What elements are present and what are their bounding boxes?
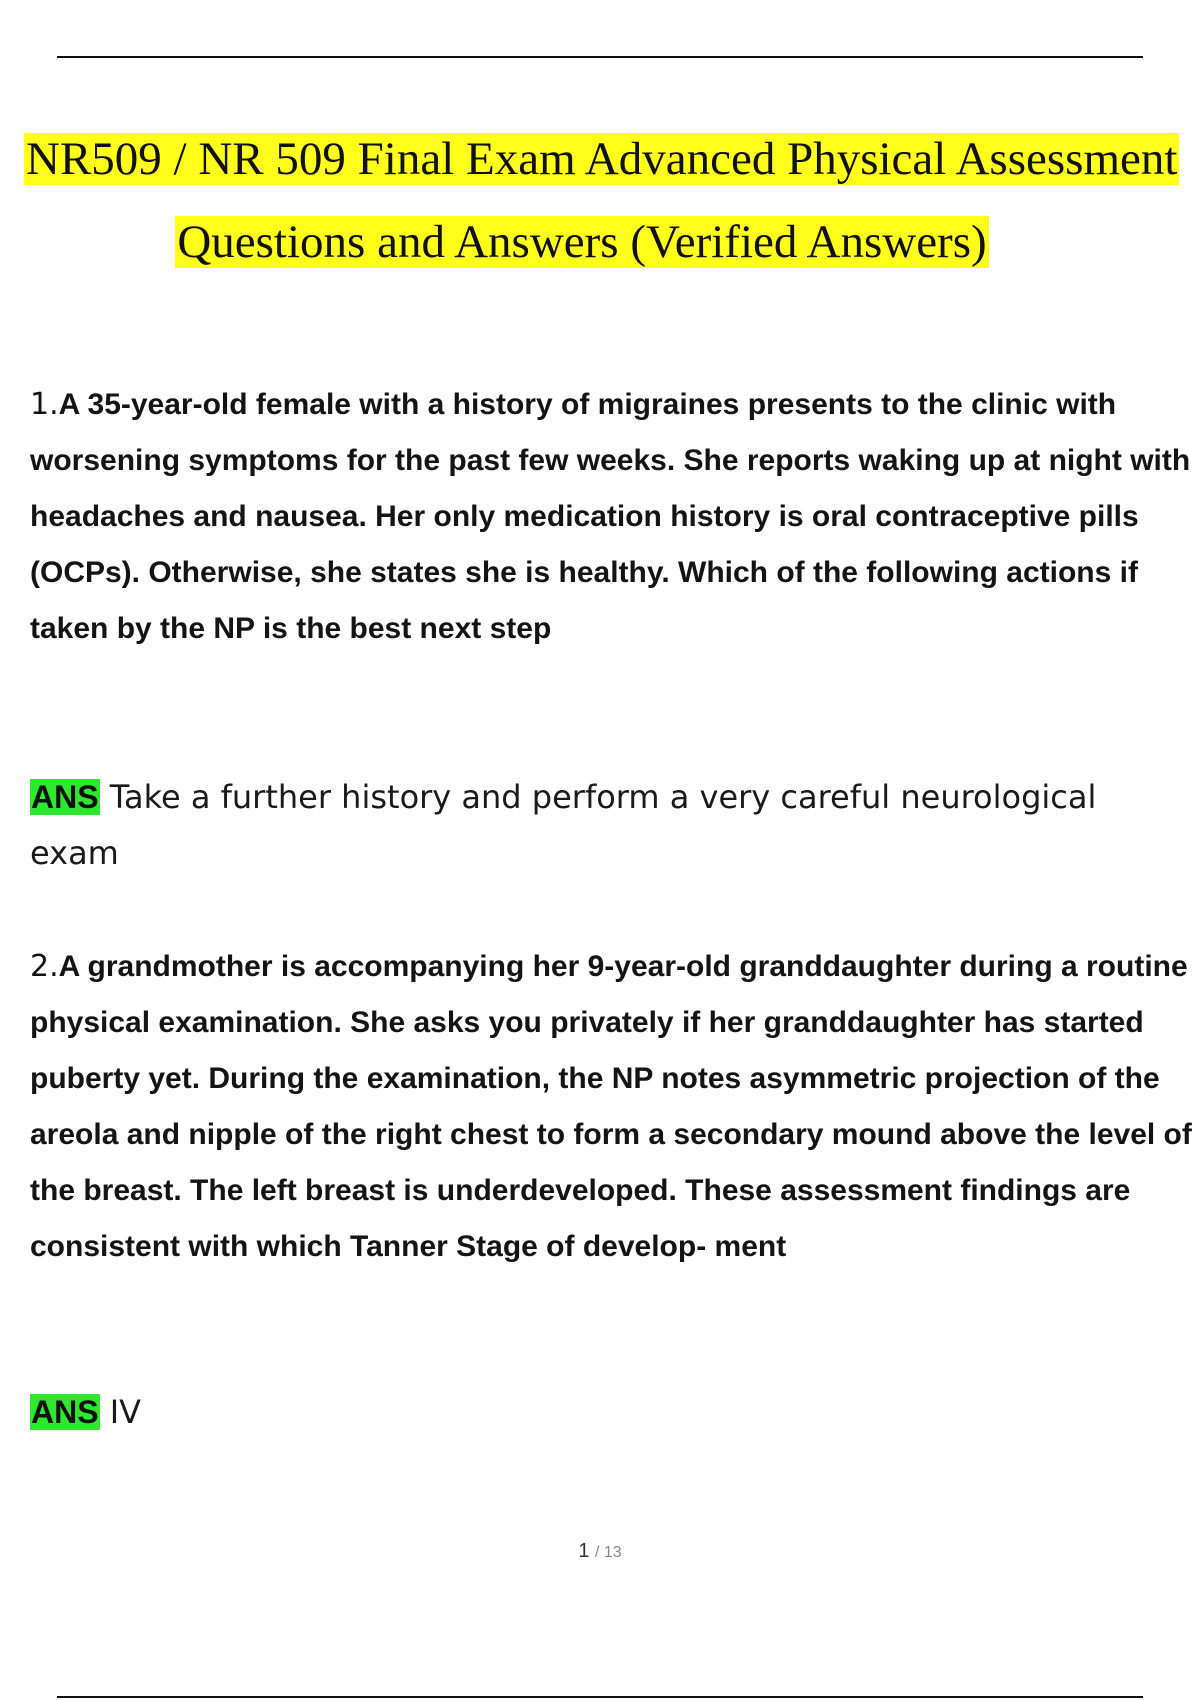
answer-1-label: ANS: [31, 779, 99, 815]
title-line-1-text: NR509 / NR 509 Final Exam Advanced Physical Assessment: [26, 133, 1178, 185]
footer-rule: [57, 1696, 1143, 1698]
answer-2-text: IV: [109, 1393, 142, 1431]
question-2-number: 2.: [30, 949, 59, 984]
title-line-1: [0, 118, 1200, 201]
page-indicator: [0, 1540, 1200, 1563]
page-total: / 13: [595, 1544, 622, 1561]
header-rule: [57, 56, 1143, 58]
title-line-2: [0, 201, 1200, 284]
question-1: [30, 377, 1200, 657]
answer-2: [30, 1384, 1140, 1440]
answer-1-text: Take a further history and perform a very careful neurological exam: [30, 778, 1097, 872]
title-line-2-text: Questions and Answers (Verified Answers): [177, 216, 987, 268]
page-current: 1: [578, 1540, 590, 1562]
question-1-text: A 35-year-old female with a history of migraines presents to the clinic with worsening symptoms for the past few weeks. She reports waking up at night with headaches and nausea. Her only medication history is oral contraceptive pills (OCPs). Otherwise, she states she is healthy. Which of the following actions if taken by the NP is the best next step: [30, 388, 1191, 645]
question-2: [30, 939, 1200, 1275]
document-title: [0, 118, 1200, 284]
question-1-number: 1.: [30, 387, 59, 422]
question-2-text: A grandmother is accompanying her 9-year-old granddaughter during a routine physical examination. She asks you privately if her granddaughter has started puberty yet. During the examination, the NP notes asymmetric projection of the areola and nipple of the right chest to form a secondary mound above the level of the breast. The left breast is underdeveloped. These assessment findings are consistent with which Tanner Stage of develop- ment: [30, 950, 1192, 1263]
answer-1: [30, 769, 1140, 881]
answer-2-label: ANS: [31, 1394, 99, 1430]
